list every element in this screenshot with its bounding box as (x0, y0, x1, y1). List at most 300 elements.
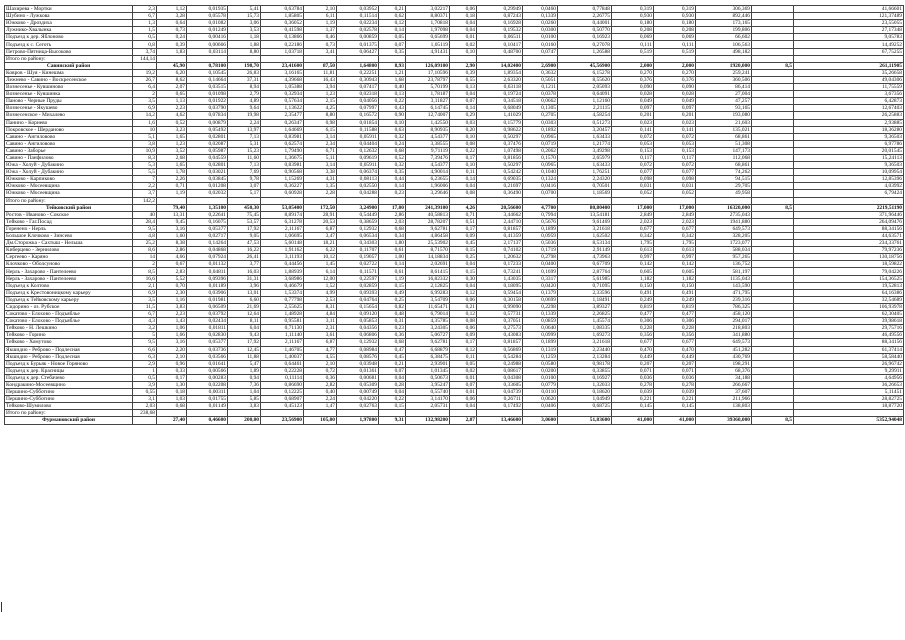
value-cell: 0,63784 (261, 6, 304, 13)
value-cell: 0,677 (612, 225, 654, 232)
value-cell: 88,34156 (794, 225, 904, 232)
table-row (5, 403, 904, 410)
value-cell: 0,37476 (477, 140, 523, 147)
value-cell: 1,88939 (261, 268, 304, 275)
value-cell: 5,85 (228, 396, 261, 403)
value-cell: 1,19 (304, 20, 337, 27)
value-cell: 1,182 (654, 275, 696, 282)
value-cell: 1,96006 (406, 183, 450, 190)
value-cell: 0,68 (379, 147, 406, 154)
value-cell: 0,997 (654, 254, 696, 261)
value-cell: 0,053 (612, 140, 654, 147)
value-cell: 0,69035 (477, 176, 523, 183)
value-cell: 3,83 (228, 403, 261, 410)
total-value-cell: 53,05400 (261, 204, 304, 211)
value-cell: 0,072 (654, 162, 696, 169)
empty-cell (187, 197, 228, 204)
value-cell (752, 325, 794, 332)
value-cell: 0,1379 (523, 289, 558, 296)
value-cell (752, 105, 794, 112)
value-cell: 23,78797 (406, 76, 450, 83)
value-cell: 0,228 (612, 325, 654, 332)
value-cell: 0,54449 (337, 211, 379, 218)
value-cell: 0,31 (379, 318, 406, 325)
road-name-cell: Савино - Ангиловово (5, 140, 133, 147)
value-cell: 0,1570 (523, 154, 558, 161)
table-row (5, 339, 904, 346)
value-cell (752, 140, 794, 147)
value-cell: 0,01149 (187, 403, 228, 410)
value-cell: 0,36490 (477, 190, 523, 197)
value-cell: 3,02217 (406, 6, 450, 13)
value-cell: 11,81 (304, 69, 337, 76)
value-cell: 0,12932 (337, 225, 379, 232)
value-cell: 2,87764 (558, 268, 612, 275)
value-cell: 0,16928 (477, 20, 523, 27)
value-cell: 12,74007 (406, 112, 450, 119)
value-cell: 0,031 (612, 183, 654, 190)
value-cell: 0,71 (157, 183, 187, 190)
value-cell: 0,06509 (187, 303, 228, 310)
value-cell: 0,930 (612, 13, 654, 20)
empty-cell (379, 197, 406, 204)
value-cell (752, 403, 794, 410)
value-cell: 112,068 (696, 154, 752, 161)
total-value-cell: 450,30 (228, 204, 261, 211)
value-cell (752, 169, 794, 176)
value-cell (752, 303, 794, 310)
value-cell: 0,052 (612, 190, 654, 197)
value-cell: 3,41 (304, 48, 337, 55)
value-cell: 3,95247 (406, 381, 450, 388)
value-cell: 19,2 (133, 69, 157, 76)
road-name-cell: Сокатово - Елохово - Подъяблье (5, 311, 133, 318)
table-row (5, 183, 904, 190)
value-cell: 3,96 (228, 282, 261, 289)
value-cell: 0,22 (450, 147, 477, 154)
value-cell: 0,02830 (187, 332, 228, 339)
value-cell: 4,91431 (406, 48, 450, 55)
table-row (5, 282, 904, 289)
total-value-cell: 200,00 (228, 417, 261, 424)
value-cell: 6,99283 (406, 289, 450, 296)
value-cell: 4,55 (304, 353, 337, 360)
empty-cell (157, 197, 187, 204)
value-cell: 8,5 (133, 268, 157, 275)
value-cell: 0,30158 (477, 296, 523, 303)
district-name: Тейковский район (5, 204, 133, 211)
value-cell: 0,208 (654, 27, 696, 34)
value-cell: 3,89327 (558, 303, 612, 310)
road-name-cell: Южа - Холуй - Дубакино (5, 169, 133, 176)
total-value-cell: 39360,000 (696, 417, 752, 424)
value-cell: 0,51 (450, 218, 477, 225)
value-cell: 0,33 (157, 367, 187, 374)
value-cell: 2,93885 (794, 119, 904, 126)
value-cell: 2,53 (304, 296, 337, 303)
value-cell: 1,52 (304, 282, 337, 289)
value-cell: 2,55625 (261, 303, 304, 310)
value-cell: 0,56869 (477, 346, 523, 353)
value-cell: 8,3 (133, 154, 157, 161)
value-cell: 0,14264 (187, 240, 228, 247)
value-cell: 0,028 (654, 91, 696, 98)
subtotal-label: Итого по району: (5, 55, 133, 62)
value-cell: 0,41598 (261, 27, 304, 34)
value-cell: 1,66 (157, 332, 187, 339)
value-cell: 0,05987 (187, 147, 228, 154)
table-row (5, 346, 904, 353)
value-cell: 0,03021 (187, 169, 228, 176)
value-cell: 8,61415 (406, 268, 450, 275)
total-value-cell: 79,40 (157, 204, 187, 211)
value-cell: 1,68 (379, 76, 406, 83)
table-row (5, 147, 904, 154)
value-cell: 6,22 (304, 247, 337, 254)
value-cell: 0,21 (450, 303, 477, 310)
value-cell: 0,0700 (523, 190, 558, 197)
value-cell: 9,45 (157, 218, 187, 225)
value-cell: 451,282 (696, 346, 752, 353)
value-cell: 0,04868 (187, 247, 228, 254)
value-cell: 1,64669 (261, 126, 304, 133)
value-cell: 4,39668 (261, 76, 304, 83)
value-cell: 0,098 (654, 176, 696, 183)
value-cell: 3,29646 (406, 190, 450, 197)
value-cell (752, 268, 794, 275)
value-cell: 0,0160 (523, 41, 558, 48)
value-cell: 0,06806 (337, 332, 379, 339)
value-cell (752, 98, 794, 105)
table-row (5, 289, 904, 296)
value-cell: 14,49252 (794, 41, 904, 48)
value-cell: 2,023 (612, 218, 654, 225)
value-cell: 0,50770 (558, 27, 612, 34)
value-cell: 0,01755 (187, 396, 228, 403)
value-cell: 0,039 (654, 389, 696, 396)
value-cell: 40,58813 (406, 211, 450, 218)
value-cell: 2,28 (304, 190, 337, 197)
value-cell: 0,12 (450, 289, 477, 296)
value-cell: 4,3 (133, 318, 157, 325)
road-name-cell: Лужнико-Хвалынка (5, 27, 133, 34)
value-cell: 8,53134 (558, 240, 612, 247)
value-cell: 6,14 (304, 268, 337, 275)
value-cell: 3,94 (304, 84, 337, 91)
total-value-cell: 4,26 (450, 204, 477, 211)
value-cell: 5,11 (304, 154, 337, 161)
value-cell: 40 (133, 211, 157, 218)
table-row (5, 254, 904, 261)
value-cell: 138,803 (696, 403, 752, 410)
total-value-cell: 2,000 (654, 62, 696, 69)
value-cell: 0,45 (450, 240, 477, 247)
value-cell: 0,00666 (187, 41, 228, 48)
value-cell: 1,69273 (558, 332, 612, 339)
value-cell: 0,04308 (477, 374, 523, 381)
value-cell: 1,5 (133, 27, 157, 34)
empty-cell (696, 410, 752, 417)
value-cell: 0,13866 (261, 34, 304, 41)
value-cell: 0,59454 (477, 289, 523, 296)
empty-cell (477, 410, 523, 417)
value-cell: 130,18756 (794, 254, 904, 261)
table-row (5, 41, 904, 48)
value-cell: 0,02087 (187, 140, 228, 147)
value-cell: 6,04 (228, 325, 261, 332)
value-cell: 2,31 (304, 325, 337, 332)
value-cell: 0,03790 (187, 105, 228, 112)
value-cell: 11,60 (228, 154, 261, 161)
empty-cell (477, 55, 523, 62)
value-cell: 0,449 (654, 353, 696, 360)
value-cell: 2,12825 (406, 282, 450, 289)
value-cell: 0,17 (450, 154, 477, 161)
value-cell: 0,0719 (523, 140, 558, 147)
value-cell: 1,63433 (558, 162, 612, 169)
value-cell: 4,31 (304, 176, 337, 183)
value-cell: 1,60 (157, 233, 187, 240)
value-cell: 0,519 (612, 48, 654, 55)
district-subtotal-row (5, 197, 904, 204)
value-cell: 17,92 (228, 225, 261, 232)
value-cell: 0,26347 (261, 119, 304, 126)
value-cell: 3,21618 (558, 225, 612, 232)
value-cell: 0,0859 (523, 318, 558, 325)
value-cell: 3,24305 (406, 325, 450, 332)
value-cell: 0,14 (379, 261, 406, 268)
value-cell: 29,705 (696, 183, 752, 190)
value-cell: 0,22 (379, 396, 406, 403)
value-cell: 0,57634 (261, 98, 304, 105)
value-cell: 0,16572 (337, 112, 379, 119)
value-cell: 0,01 (450, 389, 477, 396)
value-cell: 79,04226 (794, 268, 904, 275)
value-cell: 0,02032 (187, 190, 228, 197)
value-cell: 0,33855 (558, 367, 612, 374)
value-cell: 2735,043 (696, 211, 752, 218)
value-cell: 1,20632 (477, 254, 523, 261)
value-cell: 3,83 (157, 303, 187, 310)
value-cell: 0,0999 (523, 332, 558, 339)
total-value-cell: 2,6900 (523, 62, 558, 69)
value-cell: 0,145 (654, 403, 696, 410)
table-row (5, 190, 904, 197)
empty-cell (752, 197, 794, 204)
value-cell: 0,930 (654, 13, 696, 20)
value-cell: 0,55740 (406, 389, 450, 396)
value-cell: 3,67356 (794, 91, 904, 98)
value-cell: 0,72 (304, 367, 337, 374)
value-cell: 0,05377 (187, 339, 228, 346)
value-cell: 31,31 (228, 275, 261, 282)
value-cell: 0,71130 (261, 325, 304, 332)
value-cell: 0,50297 (477, 133, 523, 140)
road-name-cell: Савино - Панфилово (5, 154, 133, 161)
empty-cell (450, 410, 477, 417)
road-name-cell: Подъезд к Бурьяк - Новое Горяново (5, 360, 133, 367)
value-cell: 0,46679 (261, 282, 304, 289)
value-cell: 2,05093 (558, 84, 612, 91)
value-cell: 371,96446 (794, 211, 904, 218)
value-cell: 0,02 (450, 41, 477, 48)
table-row (5, 325, 904, 332)
value-cell: 1,26588 (558, 48, 612, 55)
value-cell: 1,04 (228, 389, 261, 396)
value-cell: 0,04 (450, 20, 477, 27)
value-cell: 16,82332 (406, 275, 450, 282)
value-cell: 0,2062 (523, 147, 558, 154)
value-cell: 0,0747 (523, 48, 558, 55)
value-cell: 7 (133, 176, 157, 183)
value-cell (752, 367, 794, 374)
table-row (5, 275, 904, 282)
empty-cell (187, 410, 228, 417)
value-cell: 23,55055 (794, 20, 904, 27)
value-cell: 0,072 (612, 133, 654, 140)
value-cell: 0,70 (157, 282, 187, 289)
value-cell: 0,22251 (337, 69, 379, 76)
value-cell: 0,605 (654, 268, 696, 275)
value-cell: 0,0100 (523, 34, 558, 41)
value-cell: 0,04356 (337, 325, 379, 332)
road-name-cell: Якшидио - Реброво - Подлесная (5, 353, 133, 360)
value-cell: 1,00 (379, 254, 406, 261)
value-cell: 16,43 (304, 76, 337, 83)
value-cell: 9,36503 (794, 162, 904, 169)
value-cell: 147,173 (696, 147, 752, 154)
value-cell: 4,58254 (558, 112, 612, 119)
value-cell: 1941,880 (696, 218, 752, 225)
value-cell: 0,7994 (523, 211, 558, 218)
value-cell: 2,02691 (406, 261, 450, 268)
value-cell: 0,10 (450, 133, 477, 140)
value-cell: 0,15 (379, 403, 406, 410)
value-cell: 0,30 (450, 275, 477, 282)
value-cell: 10,9 (133, 147, 157, 154)
value-cell: 0,023 (654, 119, 696, 126)
value-cell: 9,61469 (558, 218, 612, 225)
value-cell: 0,63118 (477, 84, 523, 91)
empty-cell (558, 197, 612, 204)
value-cell: 2,05731 (406, 403, 450, 410)
value-cell: 68,376 (696, 367, 752, 374)
value-cell: 0,01811 (187, 325, 228, 332)
value-cell: 0,23 (379, 325, 406, 332)
table-row (5, 211, 904, 218)
value-cell: 106,93978 (794, 303, 904, 310)
road-name-cell: Паново - Черные Пруды (5, 98, 133, 105)
value-cell: 0,55 (450, 76, 477, 83)
value-cell: 0,342 (654, 233, 696, 240)
value-cell: 6,7 (133, 13, 157, 20)
table-row (5, 360, 904, 367)
empty-cell (523, 410, 558, 417)
value-cell: 0,77848 (558, 6, 612, 13)
road-name-cell: Подъезд к с. Сеготь (5, 41, 133, 48)
value-cell: 4,99 (304, 289, 337, 296)
value-cell: 0,65 (157, 91, 187, 98)
value-cell: 7,36 (228, 381, 261, 388)
value-cell: 0,68049 (477, 105, 523, 112)
value-cell: 0,05309 (337, 381, 379, 388)
value-cell: 0,34303 (337, 240, 379, 247)
table-row (5, 112, 904, 119)
value-cell (752, 112, 794, 119)
road-name-cell: Шубино - Лужкова (5, 13, 133, 20)
value-cell: 0,43 (379, 105, 406, 112)
value-cell: 0,04 (450, 403, 477, 410)
value-cell: 0,05377 (187, 225, 228, 232)
value-cell: 0,07 (379, 41, 406, 48)
value-cell: 0,49 (379, 289, 406, 296)
value-cell: 0,10545 (187, 69, 228, 76)
value-cell: 0,06 (450, 396, 477, 403)
value-cell (752, 225, 794, 232)
value-cell: 0,68 (379, 339, 406, 346)
value-cell: 0,05911 (337, 162, 379, 169)
total-value-cell: 13,46600 (477, 417, 523, 424)
value-cell: 7,13 (228, 162, 261, 169)
table-row (5, 303, 904, 310)
value-cell: 0,07 (450, 98, 477, 105)
district-total-row (5, 62, 904, 69)
value-cell: 3,61 (304, 332, 337, 339)
value-cell: 0,34 (379, 233, 406, 240)
value-cell: 0,141 (612, 126, 654, 133)
value-cell: 0,04 (450, 27, 477, 34)
subtotal-length: 144,14 (133, 55, 157, 62)
value-cell: 1,41029 (477, 112, 523, 119)
value-cell: 9,78 (228, 176, 261, 183)
value-cell: 0,17492 (477, 403, 523, 410)
value-cell: 0,306 (612, 318, 654, 325)
road-name-cell: Подъезд к дер. Стебачево (5, 374, 133, 381)
value-cell: 0,819 (654, 303, 696, 310)
value-cell: 0,36227 (261, 183, 304, 190)
road-name-cell: Южково - Мосеевщина (5, 183, 133, 190)
value-cell: 0,64461 (261, 360, 304, 367)
value-cell: 0,68 (157, 403, 187, 410)
value-cell: 8,71570 (406, 247, 450, 254)
value-cell (752, 20, 794, 27)
value-cell: 0,03948 (337, 360, 379, 367)
value-cell: 0,02859 (337, 282, 379, 289)
value-cell: 0,477 (612, 311, 654, 318)
value-cell: 15,23 (228, 147, 261, 154)
value-cell: 0,090 (612, 84, 654, 91)
total-value-cell: 17,00 (379, 204, 406, 211)
value-cell: 1,89354 (477, 69, 523, 76)
table-row (5, 27, 904, 34)
value-cell: 0,5 (133, 34, 157, 41)
value-cell: 0,06 (450, 6, 477, 13)
value-cell: 0,37051 (477, 318, 523, 325)
value-cell: 0,01132 (187, 261, 228, 268)
value-cell: 0,0699 (523, 296, 558, 303)
road-name-cell: Подъезд к дер. Красницы (5, 367, 133, 374)
value-cell: 0,072 (612, 162, 654, 169)
value-cell: 2,10 (304, 6, 337, 13)
value-cell: 0,00859 (337, 34, 379, 41)
empty-cell (794, 55, 904, 62)
value-cell: 2,03 (133, 403, 157, 410)
value-cell: 5 (133, 332, 157, 339)
value-cell: 0,21 (379, 6, 406, 13)
value-cell: 2,26775 (558, 13, 612, 20)
value-cell: 360,506 (696, 76, 752, 83)
value-cell: 0,35 (379, 48, 406, 55)
